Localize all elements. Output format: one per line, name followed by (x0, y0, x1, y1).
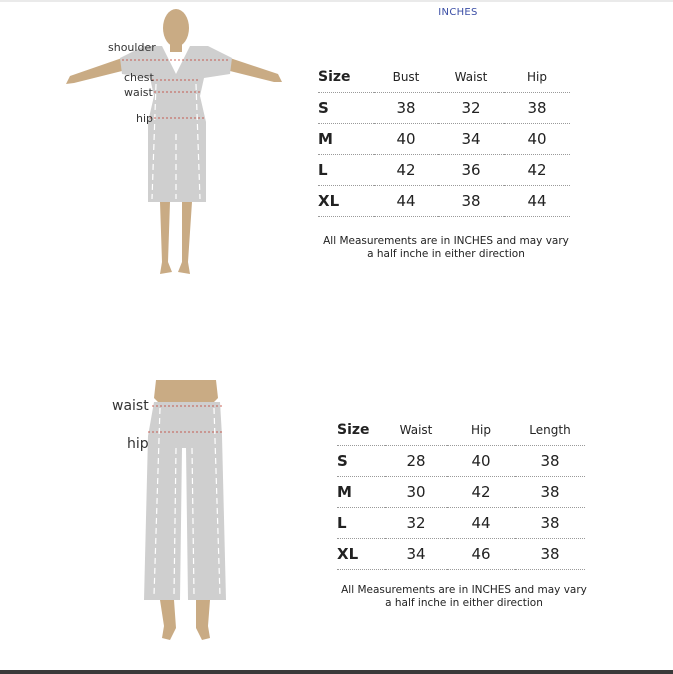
dress-figure-left-arm (66, 58, 126, 84)
pants-figure-torso (154, 380, 218, 404)
header-hip: Hip (447, 415, 515, 446)
value-cell: 28 (385, 446, 447, 477)
note-line-2: a half inche in either direction (367, 248, 525, 260)
dress-label-hip: hip (136, 112, 154, 125)
value-cell: 38 (438, 186, 504, 217)
size-cell: XL (337, 539, 385, 570)
value-cell: 40 (504, 124, 570, 155)
value-cell: 34 (438, 124, 504, 155)
pants-label-hip: hip (127, 436, 149, 452)
dress-measurement-note (300, 235, 592, 261)
value-cell: 44 (504, 186, 570, 217)
header-waist: Waist (438, 62, 504, 93)
table-row (337, 539, 585, 570)
dress-figure-neck (170, 42, 182, 52)
size-cell: L (337, 508, 385, 539)
value-cell: 42 (447, 477, 515, 508)
dress-figure-right-arm (226, 58, 282, 82)
top-border (0, 0, 673, 2)
dress-figure-left-leg (160, 202, 172, 274)
size-cell: S (337, 446, 385, 477)
dress-figure-right-leg (178, 202, 192, 274)
note-line-1: All Measurements are in INCHES and may vary (323, 235, 569, 247)
header-size: Size (337, 415, 385, 446)
table-header-row (337, 415, 585, 446)
table-row (318, 155, 570, 186)
value-cell: 40 (374, 124, 438, 155)
value-cell: 34 (385, 539, 447, 570)
value-cell: 38 (374, 93, 438, 124)
dress-label-chest: chest (124, 71, 154, 84)
value-cell: 44 (374, 186, 438, 217)
header-length: Length (515, 415, 585, 446)
pants-figure-left-foot (160, 600, 176, 640)
value-cell: 32 (438, 93, 504, 124)
table-row (318, 124, 570, 155)
dress-label-shoulder: shoulder (108, 41, 156, 54)
size-cell: M (318, 124, 374, 155)
table-row (337, 477, 585, 508)
pants-size-table (337, 415, 585, 570)
size-cell: XL (318, 186, 374, 217)
dress-figure-head (163, 9, 189, 47)
value-cell: 38 (515, 477, 585, 508)
table-row (318, 93, 570, 124)
unit-label: INCHES (438, 7, 478, 18)
table-row (337, 508, 585, 539)
value-cell: 38 (515, 508, 585, 539)
pants-label-waist: waist (112, 398, 149, 414)
note-line-1: All Measurements are in INCHES and may vary (341, 584, 587, 596)
table-row (337, 446, 585, 477)
header-size: Size (318, 62, 374, 93)
pants-measurement-note (318, 584, 610, 610)
size-cell: M (337, 477, 385, 508)
value-cell: 38 (515, 539, 585, 570)
bottom-border (0, 670, 673, 674)
value-cell: 38 (504, 93, 570, 124)
value-cell: 46 (447, 539, 515, 570)
size-cell: S (318, 93, 374, 124)
header-bust: Bust (374, 62, 438, 93)
header-waist: Waist (385, 415, 447, 446)
value-cell: 30 (385, 477, 447, 508)
value-cell: 44 (447, 508, 515, 539)
table-header-row (318, 62, 570, 93)
dress-label-waist: waist (124, 86, 153, 99)
value-cell: 38 (515, 446, 585, 477)
size-cell: L (318, 155, 374, 186)
value-cell: 32 (385, 508, 447, 539)
pants-figure-illustration (130, 378, 240, 646)
value-cell: 42 (504, 155, 570, 186)
pants-figure-right-foot (196, 600, 210, 640)
value-cell: 40 (447, 446, 515, 477)
note-line-2: a half inche in either direction (385, 597, 543, 609)
value-cell: 42 (374, 155, 438, 186)
table-row (318, 186, 570, 217)
dress-size-table (318, 62, 570, 217)
dress-figure-illustration (60, 4, 290, 279)
header-hip: Hip (504, 62, 570, 93)
value-cell: 36 (438, 155, 504, 186)
